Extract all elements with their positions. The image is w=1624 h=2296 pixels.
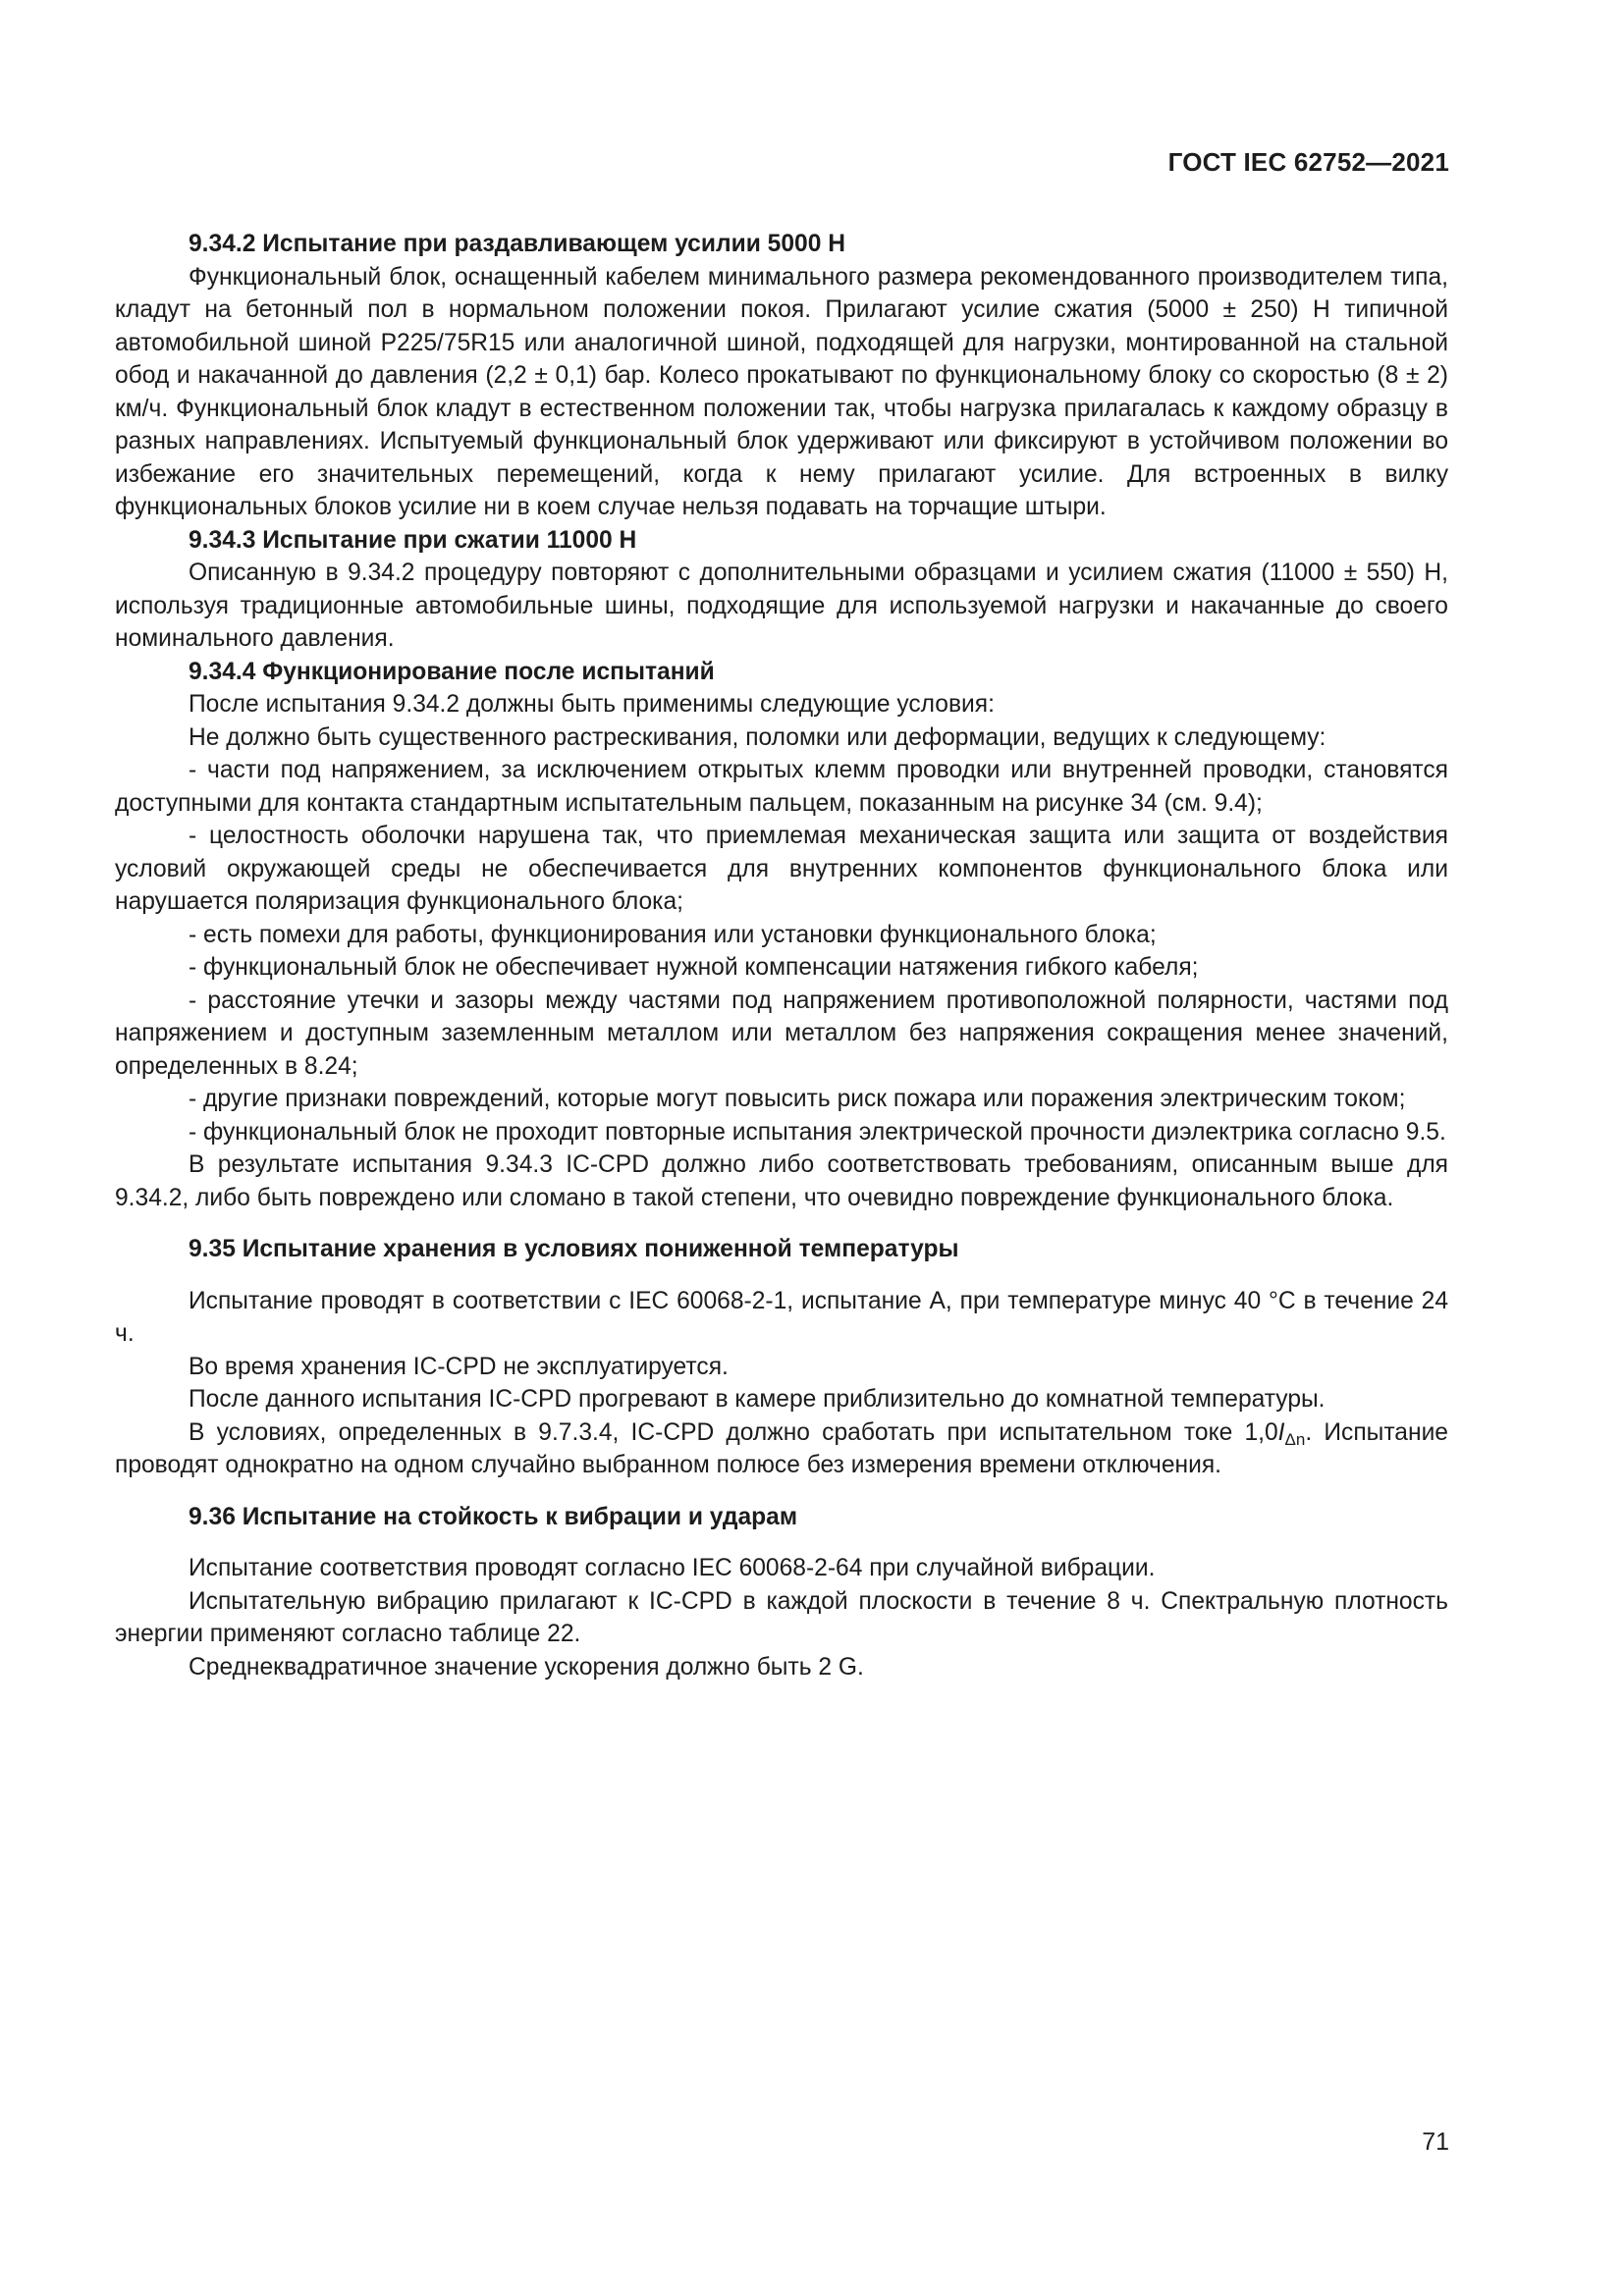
- text-run: . Испытание проводят однократно на одном случайно выбранном полюсе без измерения времени отключения.: [115, 1418, 1448, 1478]
- page-number: 71: [1422, 2128, 1449, 2156]
- paragraph: Функциональный блок, оснащенный кабелем минимального размера рекомендованного производителем типа, кладут на бетонный пол в нормальном положении покоя. Прилагают усилие сжатия (5000 ± 250) Н типичной автомобильной шиной P225/75R15 или аналогичной шиной, подходящей для нагрузки, монтированной на стальной обод и накачанной до давления (2,2 ± 0,1) бар. Колесо прокатывают по функциональному блоку со скоростью (8 ± 2) км/ч. Функциональный блок кладут в естественном положении так, чтобы нагрузка прилагалась к каждому образцу в разных направлениях. Испытуемый функциональный блок удерживают или фиксируют в устойчивом положении во избежание его значительных перемещений, когда к нему прилагают усилие. Для встроенных в вилку функциональных блоков усилие ни в коем случае нельзя подавать на торчащие штыри.: [115, 263, 1448, 520]
- heading-9-34-4: 9.34.4 Функционирование после испытаний: [189, 658, 715, 685]
- paragraph: После испытания 9.34.2 должны быть применимы следующие условия:: [189, 691, 995, 718]
- text-run: В условиях, определенных в 9.7.3.4, IC-CPD должно сработать при испытательном токе 1,0: [189, 1418, 1278, 1446]
- paragraph: Испытание проводят в соответствии с IEC 60068-2-1, испытание А, при температуре минус 40 °С в течение 24 ч.: [115, 1287, 1448, 1347]
- current-subscript: Δn: [1284, 1429, 1306, 1449]
- heading-9-36: 9.36 Испытание на стойкость к вибрации и ударам: [189, 1503, 798, 1530]
- paragraph: [115, 1416, 1448, 1482]
- paragraph: После данного испытания IC-CPD прогревают в камере приблизительно до комнатной температуры.: [189, 1386, 1326, 1413]
- paragraph: Описанную в 9.34.2 процедуру повторяют с дополнительными образцами и усилием сжатия (11000 ± 550) Н, используя традиционные автомобильные шины, подходящие для используемой нагрузки и накачанные до своего номинального давления.: [115, 560, 1448, 652]
- paragraph: Во время хранения IC-CPD не эксплуатируется.: [189, 1353, 729, 1380]
- page-body: [115, 228, 1448, 1683]
- paragraph: Не должно быть существенного растрескивания, поломки или деформации, ведущих к следующему:: [189, 723, 1326, 751]
- list-item: - части под напряжением, за исключением открытых клемм проводки или внутренней проводки, становятся доступными для контакта стандартным испытательным пальцем, показанным на рисунке 34 (см. 9.4);: [115, 757, 1448, 817]
- list-item: - функциональный блок не проходит повторные испытания электрической прочности диэлектрика согласно 9.5.: [189, 1118, 1446, 1146]
- paragraph: Испытательную вибрацию прилагают к IC-CPD в каждой плоскости в течение 8 ч. Спектральную плотность энергии применяют согласно таблице 22.: [115, 1587, 1448, 1647]
- paragraph: Среднеквадратичное значение ускорения должно быть 2 G.: [189, 1653, 864, 1681]
- current-symbol: I: [1277, 1418, 1285, 1446]
- heading-9-35: 9.35 Испытание хранения в условиях пониженной температуры: [189, 1236, 959, 1262]
- list-item: - целостность оболочки нарушена так, что приемлемая механическая защита или защита от воздействия условий окружающей среды не обеспечивается для внутренних компонентов функционального блока или нарушается поляризация функционального блока;: [115, 823, 1448, 915]
- heading-9-34-3: 9.34.3 Испытание при сжатии 11000 Н: [189, 526, 637, 554]
- list-item: - функциональный блок не обеспечивает нужной компенсации натяжения гибкого кабеля;: [189, 954, 1199, 981]
- list-item: - расстояние утечки и зазоры между частями под напряжением противоположной полярности, частями под напряжением и доступным заземленным металлом или металлом без напряжения сокращения менее значений, определенных в 8.24;: [115, 987, 1448, 1080]
- list-item: - есть помехи для работы, функционирования или установки функционального блока;: [189, 921, 1157, 948]
- standard-designation: ГОСТ IEC 62752—2021: [1167, 147, 1449, 177]
- heading-9-34-2: 9.34.2 Испытание при раздавливающем усилии 5000 Н: [189, 231, 845, 257]
- paragraph: Испытание соответствия проводят согласно IEC 60068-2-64 при случайной вибрации.: [189, 1555, 1156, 1581]
- paragraph: В результате испытания 9.34.3 IC-CPD должно либо соответствовать требованиям, описанным выше для 9.34.2, либо быть повреждено или сломано в такой степени, что очевидно повреждение функционального блока.: [115, 1151, 1448, 1211]
- list-item: - другие признаки повреждений, которые могут повысить риск пожара или поражения электрическим током;: [189, 1086, 1406, 1112]
